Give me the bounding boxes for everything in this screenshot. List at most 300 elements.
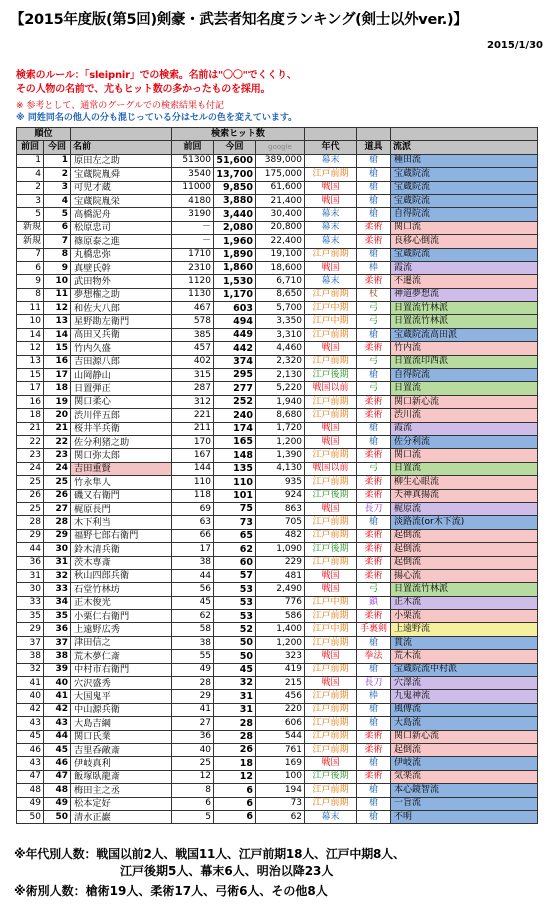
cur-rank-cell: 46 bbox=[44, 757, 71, 770]
cur-hits-cell: 494 bbox=[214, 315, 256, 328]
table-row bbox=[17, 355, 538, 368]
weapon-cell: 柔術 bbox=[357, 543, 391, 556]
prev-hits-cell: 45 bbox=[172, 596, 214, 609]
name-cell: 渋川伴五郎 bbox=[71, 409, 172, 422]
school-cell: 良移心倒流 bbox=[391, 235, 538, 248]
table-row bbox=[17, 168, 538, 181]
era-cell: 戦国 bbox=[305, 569, 357, 582]
prev-rank-cell: 12 bbox=[17, 342, 44, 355]
school-cell: 宝蔵院流高田派 bbox=[391, 328, 538, 341]
prev-rank-cell: 5 bbox=[17, 208, 44, 221]
prev-hits-cell: 63 bbox=[172, 516, 214, 529]
prev-hits-cell: 44 bbox=[172, 569, 214, 582]
weapon-cell: 柔術 bbox=[357, 235, 391, 248]
name-cell: 津田信之 bbox=[71, 636, 172, 649]
era-cell: 戦国 bbox=[305, 422, 357, 435]
google-hits-cell: 5,220 bbox=[256, 382, 305, 395]
prev-rank-cell: 6 bbox=[17, 261, 44, 274]
prev-rank-cell: 3 bbox=[17, 194, 44, 207]
school-cell: 風傳流 bbox=[391, 703, 538, 716]
cur-hits-cell: 1,890 bbox=[214, 248, 256, 261]
table-row bbox=[17, 636, 538, 649]
google-hits-cell: 2,490 bbox=[256, 583, 305, 596]
weapon-cell: 棒 bbox=[357, 261, 391, 274]
weapon-cell: 柔術 bbox=[357, 569, 391, 582]
weapon-cell: 拳法 bbox=[357, 650, 391, 663]
school-cell: 日置流印西派 bbox=[391, 355, 538, 368]
cur-rank-cell: 31 bbox=[44, 556, 71, 569]
cur-rank-cell: 21 bbox=[44, 422, 71, 435]
weapon-cell: 長刀 bbox=[357, 502, 391, 515]
google-hits-cell: 100 bbox=[256, 770, 305, 783]
cur-rank-cell: 33 bbox=[44, 583, 71, 596]
table-row bbox=[17, 543, 538, 556]
cur-hits-cell: 52 bbox=[214, 623, 256, 636]
name-cell: 伊岐真利 bbox=[71, 757, 172, 770]
table-row bbox=[17, 770, 538, 783]
cur-rank-cell: 44 bbox=[44, 730, 71, 743]
school-cell: 種田流 bbox=[391, 154, 538, 167]
weapon-cell: 棒 bbox=[357, 690, 391, 703]
prev-hits-cell: 221 bbox=[172, 409, 214, 422]
cur-rank-cell: 5 bbox=[44, 208, 71, 221]
prev-hits-cell: 118 bbox=[172, 489, 214, 502]
cur-rank-cell: 10 bbox=[44, 275, 71, 288]
table-row bbox=[17, 248, 538, 261]
prev-hits-cell: 11000 bbox=[172, 181, 214, 194]
school-cell: 竹内流 bbox=[391, 342, 538, 355]
name-cell: 原田左之助 bbox=[71, 154, 172, 167]
prev-rank-cell: 29 bbox=[17, 623, 44, 636]
era-cell: 江戸前期 bbox=[305, 730, 357, 743]
prev-hits-cell: 385 bbox=[172, 328, 214, 341]
cur-hits-cell: 1,530 bbox=[214, 275, 256, 288]
school-cell: 本心鏡智流 bbox=[391, 784, 538, 797]
prev-hits-cell: 40 bbox=[172, 743, 214, 756]
table-row bbox=[17, 275, 538, 288]
cur-rank-cell: 49 bbox=[44, 797, 71, 810]
era-cell: 江戸中期 bbox=[305, 623, 357, 636]
era-cell: 戦国以前 bbox=[305, 382, 357, 395]
cur-hits-cell: 32 bbox=[214, 677, 256, 690]
technique-summary: ※術別人数：槍術19人、柔術17人、弓術6人、その他8人 bbox=[14, 884, 328, 898]
prev-hits-cell: 41 bbox=[172, 703, 214, 716]
cur-rank-cell: 26 bbox=[44, 489, 71, 502]
prev-hits-cell: 12 bbox=[172, 770, 214, 783]
cur-hits-cell: 2,080 bbox=[214, 221, 256, 234]
era-cell: 幕末 bbox=[305, 221, 357, 234]
era-cell: 江戸中期 bbox=[305, 302, 357, 315]
school-cell: 九鬼神流 bbox=[391, 690, 538, 703]
prev-rank-cell: 16 bbox=[17, 395, 44, 408]
era-cell: 幕末 bbox=[305, 208, 357, 221]
table-row bbox=[17, 489, 538, 502]
prev-rank-cell: 24 bbox=[17, 462, 44, 475]
prev-hits-cell: 58 bbox=[172, 623, 214, 636]
cur-hits-cell: 449 bbox=[214, 328, 256, 341]
name-cell: 茨木専斎 bbox=[71, 556, 172, 569]
weapon-cell: 槍 bbox=[357, 422, 391, 435]
prev-rank-cell: 43 bbox=[17, 717, 44, 730]
cur-rank-cell: 39 bbox=[44, 663, 71, 676]
school-cell: 日置流 bbox=[391, 382, 538, 395]
cur-rank-cell: 35 bbox=[44, 610, 71, 623]
table-row bbox=[17, 328, 538, 341]
google-hits-cell: 18,600 bbox=[256, 261, 305, 274]
name-cell: 磯又右衛門 bbox=[71, 489, 172, 502]
prev-rank-cell: 新規 bbox=[17, 235, 44, 248]
google-hits-cell: 2,130 bbox=[256, 369, 305, 382]
cur-hits-cell: 165 bbox=[214, 435, 256, 448]
prev-rank-cell: 29 bbox=[17, 529, 44, 542]
google-hits-cell: 175,000 bbox=[256, 168, 305, 181]
google-hits-cell: 924 bbox=[256, 489, 305, 502]
cur-hits-cell: 53 bbox=[214, 610, 256, 623]
school-cell: 荒木流 bbox=[391, 650, 538, 663]
google-hits-cell: 61,600 bbox=[256, 181, 305, 194]
school-cell: 宝蔵院流中村派 bbox=[391, 663, 538, 676]
cur-hits-cell: 28 bbox=[214, 730, 256, 743]
school-cell: 宝蔵院流 bbox=[391, 168, 538, 181]
school-cell: 日置流竹林派 bbox=[391, 583, 538, 596]
cur-hits-cell: 240 bbox=[214, 409, 256, 422]
era-cell: 江戸前期 bbox=[305, 476, 357, 489]
school-cell: 起倒流 bbox=[391, 556, 538, 569]
prev-rank-cell: 32 bbox=[17, 663, 44, 676]
table-row bbox=[17, 623, 538, 636]
weapon-cell: 槍 bbox=[357, 703, 391, 716]
weapon-cell: 柔術 bbox=[357, 476, 391, 489]
prev-hits-cell: 8 bbox=[172, 784, 214, 797]
prev-rank-cell: 47 bbox=[17, 770, 44, 783]
ranking-table bbox=[16, 127, 538, 824]
cur-rank-cell: 29 bbox=[44, 529, 71, 542]
google-hits-cell: 323 bbox=[256, 650, 305, 663]
prev-hits-cell: 3540 bbox=[172, 168, 214, 181]
name-cell: 松本定好 bbox=[71, 797, 172, 810]
era-cell: 江戸後期 bbox=[305, 489, 357, 502]
color-note: ※ 同姓同名の他人の分も混じっている分はセルの色を変えています。 bbox=[16, 113, 298, 123]
cur-hits-cell: 12 bbox=[214, 770, 256, 783]
cur-hits-cell: 110 bbox=[214, 476, 256, 489]
google-hits-cell: 220 bbox=[256, 703, 305, 716]
cur-hits-cell: 9,850 bbox=[214, 181, 256, 194]
weapon-cell: 柔術 bbox=[357, 489, 391, 502]
era-header: 年代 bbox=[305, 141, 357, 154]
table-row bbox=[17, 797, 538, 810]
table-row bbox=[17, 369, 538, 382]
cur-hits-cell: 45 bbox=[214, 663, 256, 676]
name-cell: 吉里呑敵斎 bbox=[71, 743, 172, 756]
weapon-cell: 槍 bbox=[357, 369, 391, 382]
name-cell: 星野勘左衛門 bbox=[71, 315, 172, 328]
prev-rank-cell: 40 bbox=[17, 690, 44, 703]
school-cell: 日置流竹林派 bbox=[391, 302, 538, 315]
google-hits-cell: 21,400 bbox=[256, 194, 305, 207]
name-cell: 中村市右衛門 bbox=[71, 663, 172, 676]
cur-hits-cell: 6 bbox=[214, 784, 256, 797]
cur-rank-cell: 3 bbox=[44, 181, 71, 194]
prev-rank-cell: 37 bbox=[17, 636, 44, 649]
school-cell: 霞流 bbox=[391, 261, 538, 274]
google-hits-cell: 2,320 bbox=[256, 355, 305, 368]
table-row bbox=[17, 596, 538, 609]
cur-hits-cell: 3,880 bbox=[214, 194, 256, 207]
name-cell: 佐分利猪之助 bbox=[71, 435, 172, 448]
name-cell: 宝蔵院胤栄 bbox=[71, 194, 172, 207]
name-cell: 高橋泥舟 bbox=[71, 208, 172, 221]
google-hits-cell: 4,130 bbox=[256, 462, 305, 475]
era-header-blank bbox=[305, 128, 357, 141]
cur-rank-cell: 36 bbox=[44, 623, 71, 636]
school-cell: 上遠野流 bbox=[391, 623, 538, 636]
cur-hits-cell: 1,960 bbox=[214, 235, 256, 248]
school-cell: 正木流 bbox=[391, 596, 538, 609]
era-cell: 江戸前期 bbox=[305, 743, 357, 756]
weapon-cell: 弓 bbox=[357, 302, 391, 315]
name-cell: 関口柔心 bbox=[71, 395, 172, 408]
era-cell: 江戸前期 bbox=[305, 248, 357, 261]
name-cell: 小栗仁右衛門 bbox=[71, 610, 172, 623]
table-row bbox=[17, 476, 538, 489]
name-cell: 松原忠司 bbox=[71, 221, 172, 234]
cur-rank-cell: 14 bbox=[44, 328, 71, 341]
prev-rank-cell: 50 bbox=[17, 810, 44, 823]
name-cell: 大島吉綱 bbox=[71, 717, 172, 730]
weapon-cell: 柔術 bbox=[357, 275, 391, 288]
school-cell: 起倒流 bbox=[391, 543, 538, 556]
prev-rank-cell: 21 bbox=[17, 422, 44, 435]
name-cell: 梶原長門 bbox=[71, 502, 172, 515]
cur-rank-cell: 8 bbox=[44, 248, 71, 261]
prev-rank-cell: 28 bbox=[17, 516, 44, 529]
search-rule-line-1: 検索のルール：「sleipnir」での検索。名前は"〇〇"でくくり、 bbox=[16, 70, 297, 81]
prev-hits-cell: 28 bbox=[172, 677, 214, 690]
name-cell: 福野七郎右衛門 bbox=[71, 529, 172, 542]
name-cell: 清水正巖 bbox=[71, 810, 172, 823]
cur-hits-cell: 148 bbox=[214, 449, 256, 462]
name-header-blank bbox=[71, 128, 172, 141]
cur-hits-cell: 1,170 bbox=[214, 288, 256, 301]
table-row bbox=[17, 154, 538, 167]
google-hits-cell: 19,100 bbox=[256, 248, 305, 261]
school-cell: 関口流 bbox=[391, 221, 538, 234]
era-summary-line-2: 江戸後期5人、幕末6人、明治以降23人 bbox=[120, 864, 334, 878]
google-hits-cell: 419 bbox=[256, 663, 305, 676]
table-row bbox=[17, 703, 538, 716]
prev-hits-cell: 315 bbox=[172, 369, 214, 382]
cur-hits-cell: 62 bbox=[214, 543, 256, 556]
weapon-cell: 槍 bbox=[357, 181, 391, 194]
weapon-cell: 杖 bbox=[357, 288, 391, 301]
cur-rank-cell: 32 bbox=[44, 569, 71, 582]
weapon-cell: 柔術 bbox=[357, 342, 391, 355]
table-row bbox=[17, 221, 538, 234]
prev-rank-cell: 新規 bbox=[17, 221, 44, 234]
school-cell: 貫流 bbox=[391, 636, 538, 649]
table-row bbox=[17, 288, 538, 301]
table-row bbox=[17, 610, 538, 623]
prev-rank-cell: 18 bbox=[17, 409, 44, 422]
google-hits-cell: 1,940 bbox=[256, 395, 305, 408]
prev-hits-cell: 3190 bbox=[172, 208, 214, 221]
google-hits-cell: 935 bbox=[256, 476, 305, 489]
cur-rank-cell: 7 bbox=[44, 235, 71, 248]
google-hits-cell: 73 bbox=[256, 797, 305, 810]
cur-rank-cell: 25 bbox=[44, 476, 71, 489]
cur-hits-cell: 31 bbox=[214, 703, 256, 716]
cur-rank-cell: 28 bbox=[44, 516, 71, 529]
cur-hits-cell: 442 bbox=[214, 342, 256, 355]
cur-hits-cell: 6 bbox=[214, 810, 256, 823]
prev-hits-cell: 1130 bbox=[172, 288, 214, 301]
name-cell: 石堂竹林坊 bbox=[71, 583, 172, 596]
era-cell: 幕末 bbox=[305, 235, 357, 248]
prev-hits-cell: 144 bbox=[172, 462, 214, 475]
cur-hits-cell: 13,700 bbox=[214, 168, 256, 181]
table-row bbox=[17, 650, 538, 663]
era-cell: 戦国 bbox=[305, 757, 357, 770]
prev-rank-cell: 44 bbox=[17, 543, 44, 556]
era-cell: 幕末 bbox=[305, 810, 357, 823]
cur-rank-header: 今回 bbox=[44, 141, 71, 154]
era-cell: 江戸前期 bbox=[305, 717, 357, 730]
prev-hits-cell: 312 bbox=[172, 395, 214, 408]
prev-hits-cell: 38 bbox=[172, 556, 214, 569]
era-cell: 戦国 bbox=[305, 261, 357, 274]
cur-rank-cell: 42 bbox=[44, 703, 71, 716]
prev-hits-cell: 36 bbox=[172, 730, 214, 743]
name-cell: 吉田源八郎 bbox=[71, 355, 172, 368]
prev-rank-cell: 1 bbox=[17, 154, 44, 167]
name-cell: 宝蔵院胤舜 bbox=[71, 168, 172, 181]
cur-hits-cell: 51,600 bbox=[214, 154, 256, 167]
google-hits-cell: 863 bbox=[256, 502, 305, 515]
google-hits-cell: 1,400 bbox=[256, 623, 305, 636]
google-hits-cell: 169 bbox=[256, 757, 305, 770]
prev-hits-header: 前回 bbox=[172, 141, 214, 154]
weapon-cell: 柔術 bbox=[357, 395, 391, 408]
era-cell: 戦国 bbox=[305, 181, 357, 194]
google-hits-cell: 8,680 bbox=[256, 409, 305, 422]
name-cell: 竹永隼人 bbox=[71, 476, 172, 489]
weapon-cell: 柔術 bbox=[357, 221, 391, 234]
cur-hits-cell: 50 bbox=[214, 636, 256, 649]
weapon-cell: 柔術 bbox=[357, 610, 391, 623]
school-cell: 大島流 bbox=[391, 717, 538, 730]
google-hits-cell: 1,200 bbox=[256, 636, 305, 649]
era-summary-line-1: ※年代別人数：戦国以前2人、戦国11人、江戸前期18人、江戸中期8人、 bbox=[14, 847, 405, 861]
prev-hits-cell: 2310 bbox=[172, 261, 214, 274]
era-cell: 戦国 bbox=[305, 342, 357, 355]
cur-rank-cell: 38 bbox=[44, 650, 71, 663]
cur-rank-cell: 37 bbox=[44, 636, 71, 649]
name-cell: 上遠野広秀 bbox=[71, 623, 172, 636]
school-cell: 梶原流 bbox=[391, 502, 538, 515]
name-cell: 木下利当 bbox=[71, 516, 172, 529]
cur-hits-cell: 50 bbox=[214, 650, 256, 663]
table-row bbox=[17, 261, 538, 274]
name-cell: 桜井半兵衛 bbox=[71, 422, 172, 435]
weapon-cell: 柔術 bbox=[357, 730, 391, 743]
prev-rank-cell: 25 bbox=[17, 502, 44, 515]
weapon-cell: 槍 bbox=[357, 797, 391, 810]
name-cell: 大国鬼平 bbox=[71, 690, 172, 703]
prev-hits-cell: 62 bbox=[172, 610, 214, 623]
era-cell: 幕末 bbox=[305, 154, 357, 167]
era-cell: 江戸前期 bbox=[305, 784, 357, 797]
table-row bbox=[17, 435, 538, 448]
era-cell: 江戸前期 bbox=[305, 663, 357, 676]
name-cell: 吉田重賢 bbox=[71, 462, 172, 475]
prev-rank-cell: 9 bbox=[17, 275, 44, 288]
name-cell: 関口氏業 bbox=[71, 730, 172, 743]
name-cell: 真壁氏幹 bbox=[71, 261, 172, 274]
cur-hits-cell: 277 bbox=[214, 382, 256, 395]
google-hits-cell: 229 bbox=[256, 556, 305, 569]
prev-rank-cell: 15 bbox=[17, 369, 44, 382]
era-cell: 江戸前期 bbox=[305, 395, 357, 408]
school-cell: 関口新心流 bbox=[391, 730, 538, 743]
cur-hits-cell: 18 bbox=[214, 757, 256, 770]
era-cell: 江戸中期 bbox=[305, 596, 357, 609]
cur-rank-cell: 11 bbox=[44, 288, 71, 301]
school-cell: 自得院流 bbox=[391, 369, 538, 382]
prev-hits-cell: 55 bbox=[172, 650, 214, 663]
prev-rank-cell: 33 bbox=[17, 596, 44, 609]
prev-hits-cell: 578 bbox=[172, 315, 214, 328]
table-row bbox=[17, 556, 538, 569]
google-hits-cell: 761 bbox=[256, 743, 305, 756]
weapon-cell: 柔術 bbox=[357, 449, 391, 462]
school-header: 流派 bbox=[391, 141, 538, 154]
prev-rank-cell: 22 bbox=[17, 435, 44, 448]
era-cell: 戦国 bbox=[305, 435, 357, 448]
era-cell: 江戸後期 bbox=[305, 543, 357, 556]
cur-rank-cell: 18 bbox=[44, 382, 71, 395]
school-cell: 神道夢想流 bbox=[391, 288, 538, 301]
cur-rank-cell: 6 bbox=[44, 221, 71, 234]
weapon-header-blank bbox=[357, 128, 391, 141]
table-row bbox=[17, 181, 538, 194]
prev-rank-cell: 35 bbox=[17, 610, 44, 623]
google-hits-cell: 20,800 bbox=[256, 221, 305, 234]
google-hits-cell: 4,460 bbox=[256, 342, 305, 355]
table-row bbox=[17, 516, 538, 529]
weapon-cell: 弓 bbox=[357, 583, 391, 596]
name-cell: 武田物外 bbox=[71, 275, 172, 288]
era-cell: 江戸前期 bbox=[305, 610, 357, 623]
era-cell: 江戸後期 bbox=[305, 369, 357, 382]
table-row bbox=[17, 382, 538, 395]
era-cell: 江戸前期 bbox=[305, 703, 357, 716]
era-cell: 江戸中期 bbox=[305, 315, 357, 328]
prev-rank-cell: 23 bbox=[17, 449, 44, 462]
prev-rank-cell: 8 bbox=[17, 288, 44, 301]
table-row bbox=[17, 583, 538, 596]
cur-rank-cell: 17 bbox=[44, 369, 71, 382]
prev-rank-header: 前回 bbox=[17, 141, 44, 154]
weapon-cell: 弓 bbox=[357, 315, 391, 328]
google-hits-cell: 481 bbox=[256, 569, 305, 582]
prev-hits-cell: 402 bbox=[172, 355, 214, 368]
era-cell: 江戸前期 bbox=[305, 529, 357, 542]
prev-rank-cell: 13 bbox=[17, 355, 44, 368]
school-cell: 不遷流 bbox=[391, 275, 538, 288]
prev-rank-cell: 11 bbox=[17, 302, 44, 315]
weapon-cell: 槍 bbox=[357, 194, 391, 207]
cur-rank-cell: 50 bbox=[44, 810, 71, 823]
